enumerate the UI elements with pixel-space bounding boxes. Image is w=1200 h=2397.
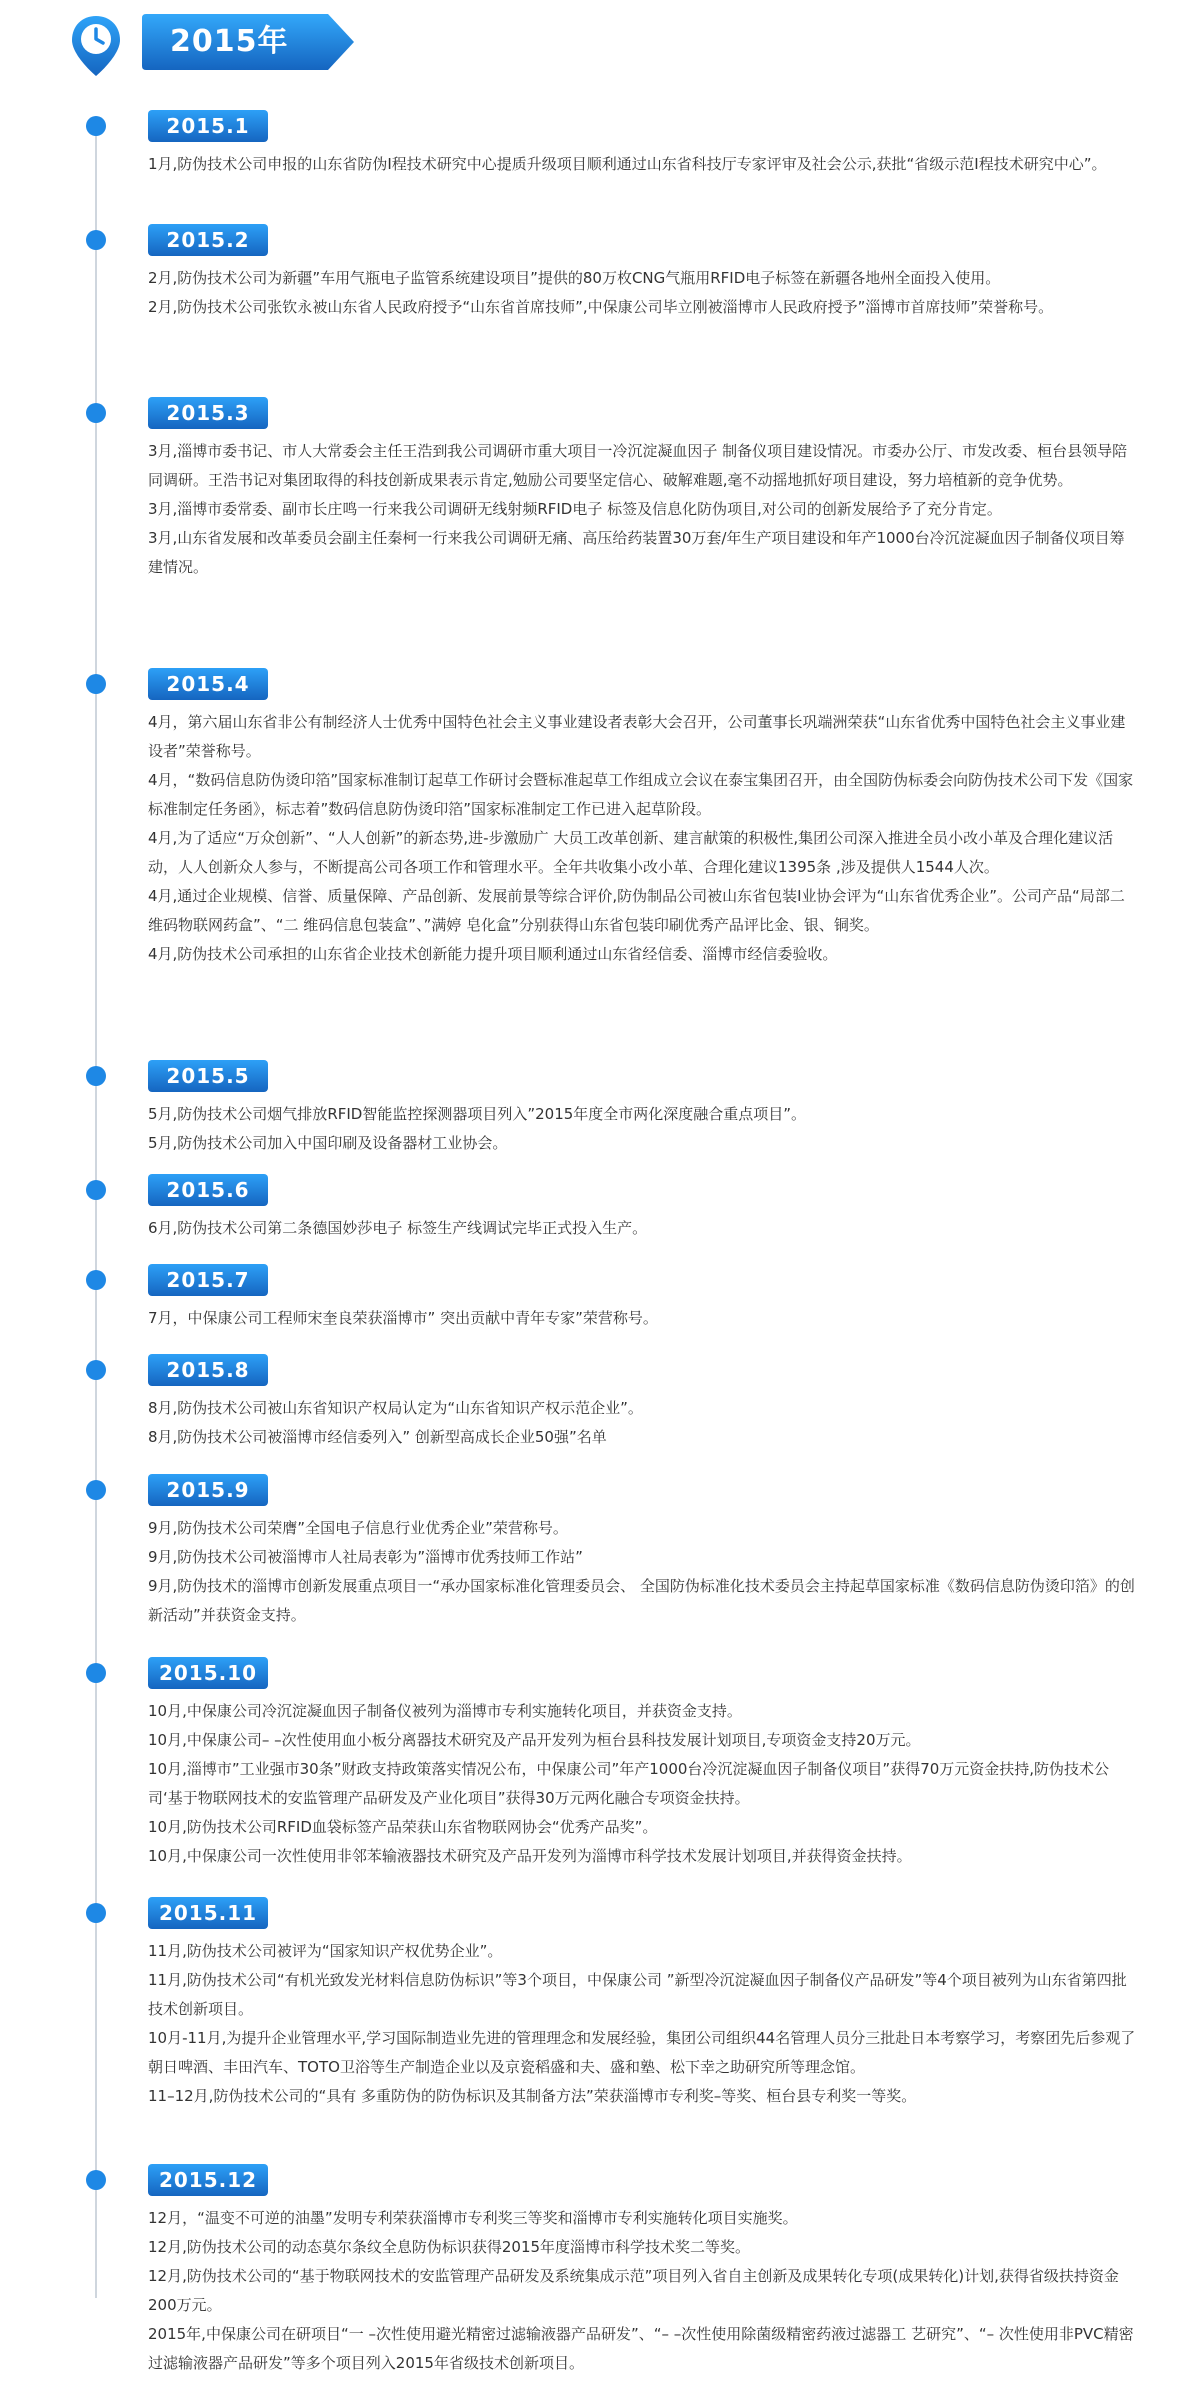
month-tag: 2015.6	[148, 1174, 268, 1206]
entry-text: 8月,防伪技术公司被淄博市经信委列入” 创新型高成长企业50强”名单	[148, 1428, 607, 1446]
month-tag: 2015.4	[148, 668, 268, 700]
entry-text: 4月,为了适应“万众创新”、“人人创新”的新态势,进-步激励广 大员工改革创新、建言献策的积极性,集团公司深入推进全员小改小革及合理化建议活动，人人创新众人参与，不断提高公司各项工作和管理水平。全年共收集小改小革、合理化建议1395条 ,涉及提供人1544人次。	[148, 829, 1114, 876]
entry-text: 3月,山东省发展和改革委员会副主任秦柯一行来我公司调研无痛、高压给药装置30万套/年生产项目建设和年产1000台冷沉淀凝血因子制备仪项目筹建情况。	[148, 529, 1125, 576]
month-entries	[148, 1100, 1138, 1158]
entry-text: 2015年,中保康公司在研项目“一 –次性使用避光精密过滤输液器产品研发”、“– –次性使用除菌级精密药液过滤器工 艺研究”、“– 次性使用非PVC精密过滤输液器产品研发”等多个项目列入2015年省级技术创新项目。	[148, 2325, 1134, 2372]
entry-text: 5月,防伪技术公司加入中国印刷及设备器材工业协会。	[148, 1134, 508, 1152]
timeline-dot	[86, 230, 106, 250]
month-tag: 2015.1	[148, 110, 268, 142]
month-entries	[148, 1514, 1138, 1630]
month-tag: 2015.5	[148, 1060, 268, 1092]
entry-text: 11月,防伪技术公司“有机光致发光材料信息防伪标识”等3个项目，中保康公司 ”新型冷沉淀凝血因子制备仪产品研发”等4个项目被列为山东省第四批技术创新项目。	[148, 1971, 1127, 2018]
entry-text: 10月,中保康公司– –次性使用血小板分离器技术研究及产品开发列为桓台县科技发展计划项目,专项资金支持20万元。	[148, 1731, 921, 1749]
month-entries	[148, 264, 1138, 322]
month-tag: 2015.9	[148, 1474, 268, 1506]
entry-text: 6月,防伪技术公司第二条德国妙莎电子 标签生产线调试完毕正式投入生产。	[148, 1219, 648, 1237]
timeline-dot	[86, 403, 106, 423]
month-entries	[148, 1937, 1138, 2111]
month-tag: 2015.7	[148, 1264, 268, 1296]
month-entries	[148, 1214, 1138, 1243]
entry-text: 9月,防伪技术公司被淄博市人社局表彰为”淄博市优秀技师工作站”	[148, 1548, 583, 1566]
entry-text: 4月，第六届山东省非公有制经济人士优秀中国特色社会主义事业建设者表彰大会召开，公司董事长巩端洲荣获“山东省优秀中国特色社会主义事业建设者”荣誉称号。	[148, 713, 1126, 760]
entry-text: 11月,防伪技术公司被评为“国家知识产权优势企业”。	[148, 1942, 503, 1960]
timeline-line	[95, 118, 97, 2298]
entry-text: 12月,防伪技术公司的“基于物联网技术的安监管理产品研发及系统集成示范”项目列入省自主创新及成果转化专项(成果转化)计划,获得省级扶持资金200万元。	[148, 2267, 1119, 2314]
timeline-dot	[86, 1903, 106, 1923]
entry-text: 4月，“数码信息防伪烫印箔”国家标准制订起草工作研讨会暨标准起草工作组成立会议在泰宝集团召开，由全国防伪标委会向防伪技术公司下发《国家标准制定任务函》，标志着”数码信息防伪烫印箔”国家标准制定工作已进入起草阶段。	[148, 771, 1134, 818]
month-tag: 2015.8	[148, 1354, 268, 1386]
entry-text: 8月,防伪技术公司被山东省知识产权局认定为“山东省知识产权示范企业”。	[148, 1399, 643, 1417]
timeline-dot	[86, 1180, 106, 1200]
month-tag: 2015.2	[148, 224, 268, 256]
entry-text: 10月,淄博市”工业强市30条”财政支持政策落实情况公布，中保康公司”年产1000台冷沉淀凝血因子制备仪项目”获得70万元资金扶持,防伪技术公司‘基于物联网技术的安监管理产品研发及产业化项目”获得30万元两化融合专项资金扶持。	[148, 1760, 1110, 1807]
month-entries	[148, 1697, 1138, 1871]
entry-text: 4月,通过企业规模、信誉、质量保障、产品创新、发展前景等综合评价,防伪制品公司被山东省包装I业协会评为“山东省优秀企业”。公司产品“局部二维码物联网药盒”、“二 维码信息包装盒”、”满婷 皂化盒”分别获得山东省包装印刷优秀产品评比金、银、铜奖。	[148, 887, 1125, 934]
month-entries	[148, 1394, 1138, 1452]
month-entries	[148, 1304, 1138, 1333]
entry-text: 3月,淄博市委常委、副市长庄鸣一行来我公司调研无线射频RFID电子 标签及信息化防伪项目,对公司的创新发展给予了充分肯定。	[148, 500, 1002, 518]
month-entries	[148, 437, 1138, 582]
timeline-dot	[86, 674, 106, 694]
month-tag: 2015.3	[148, 397, 268, 429]
month-entries	[148, 708, 1138, 969]
entry-text: 4月,防伪技术公司承担的山东省企业技术创新能力提升项目顺利通过山东省经信委、淄博市经信委验收。	[148, 945, 838, 963]
month-tag: 2015.10	[148, 1657, 268, 1689]
entry-text: 9月,防伪技术公司荣膺”全国电子信息行业优秀企业”荣营称号。	[148, 1519, 568, 1537]
entry-text: 2月,防伪技术公司张钦永被山东省人民政府授予“山东省首席技师”,中保康公司毕立刚被淄博市人民政府授予”淄博市首席技师”荣誉称号。	[148, 298, 1054, 316]
month-entries	[148, 150, 1138, 179]
month-tag: 2015.11	[148, 1897, 268, 1929]
month-tag: 2015.12	[148, 2164, 268, 2196]
entry-text: 10月,防伪技术公司RFID血袋标签产品荣获山东省物联网协会“优秀产品奖”。	[148, 1818, 658, 1836]
entry-text: 12月，“温变不可逆的油墨”发明专利荣获淄博市专利奖三等奖和淄博市专利实施转化项目实施奖。	[148, 2209, 798, 2227]
entry-text: 7月，中保康公司工程师宋奎良荣获淄博市” 突出贡献中青年专家”荣营称号。	[148, 1309, 658, 1327]
timeline-dot	[86, 1663, 106, 1683]
timeline-dot	[86, 1066, 106, 1086]
entry-text: 11–12月,防伪技术公司的“具有 多重防伪的防伪标识及其制备方法”荣获淄博市专利奖–等奖、桓台县专利奖一等奖。	[148, 2087, 917, 2105]
timeline-dot	[86, 1270, 106, 1290]
entry-text: 2月,防伪技术公司为新疆”车用气瓶电子监管系统建设项目”提供的80万枚CNG气瓶用RFID电子标签在新疆各地州全面投入使用。	[148, 269, 1001, 287]
entry-text: 10月,中保康公司冷沉淀凝血因子制备仪被列为淄博市专利实施转化项目，并获资金支持。	[148, 1702, 742, 1720]
entry-text: 9月,防伪技术的淄博市创新发展重点项目一“承办国家标准化管理委员会、 全国防伪标准化技术委员会主持起草国家标准《数码信息防伪烫印箔》的创新活动”并获资金支持。	[148, 1577, 1135, 1624]
entry-text: 5月,防伪技术公司烟气排放RFID智能监控探测器项目列入”2015年度全市两化深度融合重点项目”。	[148, 1105, 807, 1123]
entry-text: 10月,中保康公司一次性使用非邻苯输液器技术研究及产品开发列为淄博市科学技术发展计划项目,并获得资金扶持。	[148, 1847, 912, 1865]
year-banner	[142, 14, 354, 70]
timeline-dot	[86, 1480, 106, 1500]
entry-text: 12月,防伪技术公司的动态莫尔条纹全息防伪标识获得2015年度淄博市科学技术奖二等奖。	[148, 2238, 751, 2256]
entry-text: 1月,防伪技术公司申报的山东省防伪I程技术研究中心提质升级项目顺利通过山东省科技厅专家评审及社会公示,获批“省级示范I程技术研究中心”。	[148, 155, 1107, 173]
entry-text: 3月,淄博市委书记、市人大常委会主任王浩到我公司调研市重大项目一冷沉淀凝血因子 制备仪项目建设情况。市委办公厅、市发改委、桓台县领导陪同调研。王浩书记对集团取得的科技创新成果表示肯定,勉励公司要坚定信心、破解难题,毫不动摇地抓好项目建设，努力培植新的竞争优势。	[148, 442, 1128, 489]
month-entries	[148, 2204, 1138, 2378]
entry-text: 10月-11月,为提升企业管理水平,学习国际制造业先进的管理理念和发展经验，集团公司组织44名管理人员分三批赴日本考察学习，考察团先后参观了朝日啤酒、丰田汽车、TOTO卫浴等生产制造企业以及京瓷稻盛和夫、盛和塾、松下幸之助研究所等理念馆。	[148, 2029, 1136, 2076]
clock-pin-icon	[70, 14, 122, 78]
timeline-dot	[86, 1360, 106, 1380]
timeline-dot	[86, 2170, 106, 2190]
timeline-dot	[86, 116, 106, 136]
year-title: 2015年	[170, 24, 289, 59]
